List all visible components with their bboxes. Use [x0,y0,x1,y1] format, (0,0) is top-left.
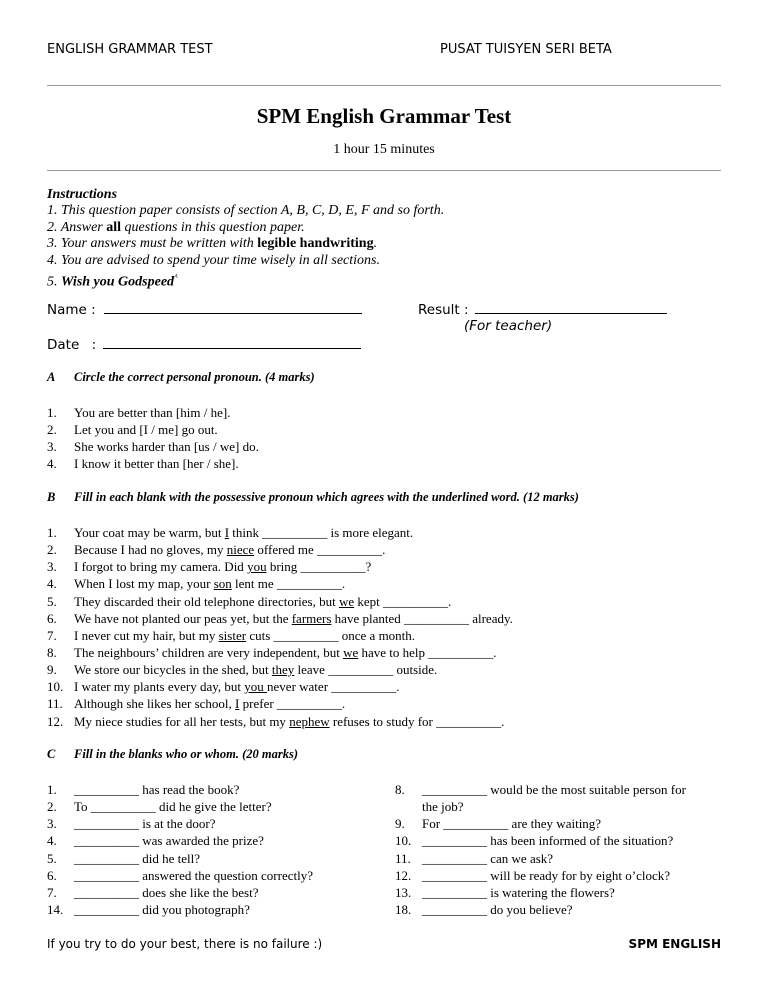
section-b-item [47,541,727,558]
instruction-5-bold: Wish you Godspeed [61,274,175,290]
section-b-item-number: 12. [47,713,64,729]
section-b-item-text [74,713,504,730]
section-c-left-item [47,815,377,832]
section-c-left-item [47,798,377,815]
instruction-2-bold: all [106,219,122,235]
section-c-right-item [395,832,725,849]
instruction-2 [47,220,444,236]
underlined-word: nephew [289,713,330,729]
underlined-word: sister [218,627,247,643]
section-a-item-text: Let you and [I / me] go out. [74,422,218,438]
section-b-item-text-pre: We have not planted our peas yet, but the [74,610,292,626]
section-c-heading [47,747,298,762]
section-b-item-text-pre: The neighbours’ children are very independent, but [74,644,344,660]
section-c-right-item [395,884,725,901]
section-a-item-number: 4. [47,456,57,472]
section-c-left-item-number: 3. [47,816,57,832]
instruction-2-pre: 2. Answer [47,219,107,235]
section-b-item-number: 2. [47,542,57,558]
section-c-right-item [395,815,725,832]
footer-quote: If you try to do your best, there is no failure :) [47,937,323,951]
section-b-item [47,713,727,730]
section-c-right-item-number: 11. [395,850,411,866]
instruction-3 [47,236,444,252]
instructions [47,187,444,291]
section-c-right-item [395,798,725,815]
section-b-item-text-pre: Although she likes her school, [74,696,236,712]
section-c-right-item-number: 9. [395,816,405,832]
date-field[interactable] [47,335,361,353]
instruction-5 [47,269,444,291]
section-c-left-item-number: 7. [47,884,57,900]
section-b-item-number: 1. [47,525,57,540]
section-b-item-number: 9. [47,662,57,678]
section-c-left-item-text: __________ is at the door? [74,816,216,832]
section-b-item-text-post: offered me __________. [254,542,386,558]
date-colon: : [91,337,97,353]
underlined-word: niece [226,542,255,558]
section-b-item-text-post: refuses to study for __________. [329,713,505,729]
section-b-item-text-pre: My niece studies for all her tests, but my [74,713,290,729]
section-b-item-text-post: never water __________. [267,679,400,695]
section-b-item-text-post: think __________ is more elegant. [229,525,414,540]
section-b-item-text [74,575,345,592]
section-c-left-item-text: __________ does she like the best? [74,884,259,900]
section-c-left-item-number: 6. [47,867,57,883]
section-b-item-text-pre: When I lost my map, your [74,576,214,592]
section-b-item-text [74,541,385,558]
section-b-item-text-pre: I forgot to bring my camera. Did [74,559,248,575]
section-b-item [47,678,727,695]
section-b-item-text-post: cuts __________ once a month. [246,627,416,643]
underlined-word: you [244,679,268,695]
section-c-left-item-number: 14. [47,901,64,917]
section-b-letter: B [47,490,56,504]
section-a-item-text: You are better than [him / he]. [74,405,231,420]
section-b-item-number: 6. [47,610,57,626]
section-a-item-number: 1. [47,405,57,420]
section-c-right-item-text: __________ do you believe? [422,901,573,917]
name-line[interactable] [104,300,362,314]
date-label: Date [47,337,80,353]
section-a-title: Circle the correct personal pronoun. (4 marks) [74,370,315,384]
instruction-3-post: . [373,236,378,252]
name-field[interactable] [47,300,362,318]
underlined-word: you [247,559,267,575]
section-c-left-item-number: 1. [47,782,57,797]
section-b-item-text-pre: We store our bicycles in the shed, but [74,662,272,678]
section-c-left-list [47,781,377,918]
section-a-item-text: She works harder than [us / we] do. [74,439,259,455]
section-b-item-text-post: lent me __________. [231,576,346,592]
section-c-right-item-text: __________ is watering the flowers? [422,884,615,900]
section-b-item-text [74,627,415,644]
section-c-left-item-text: __________ answered the question correctly? [74,867,313,883]
section-a-item [47,404,727,421]
section-b-item [47,627,727,644]
section-b-item-text-post: have planted __________ already. [331,610,513,626]
section-c-left-item [47,832,377,849]
section-b-item-text [74,678,400,695]
section-b-item-text [74,593,451,610]
section-b-item-text-post: prefer __________. [239,696,346,712]
section-a-item-number: 3. [47,439,57,455]
section-c-right-item-text: __________ would be the most suitable person for [422,782,686,797]
section-b-item-text-post: bring __________? [266,559,372,575]
section-b-item-number: 5. [47,593,57,609]
section-b-item [47,524,727,541]
section-c-right-item-number: 12. [395,867,412,883]
duration: 1 hour 15 minutes [333,142,435,157]
section-b-item-text [74,644,497,661]
section-c-left-item-number: 4. [47,833,57,849]
section-b-item-text [74,524,413,541]
section-c-title: Fill in the blanks who or whom. (20 marks) [74,747,299,761]
section-c-right-list [395,781,725,918]
section-b-item-text [74,695,345,712]
section-b-item-text-post: have to help __________. [358,644,497,660]
section-b-item-text [74,558,371,575]
section-b-list [47,524,727,730]
header-divider [47,85,721,86]
section-c-right-item [395,781,725,798]
section-b-item [47,610,727,627]
underlined-word: farmers [291,610,332,626]
section-c-left-item [47,850,377,867]
page-title: SPM English Grammar Test [256,104,512,128]
date-line[interactable] [103,335,361,349]
section-b-item-number: 4. [47,576,57,592]
instruction-4: 4. You are advised to spend your time wisely in all sections. [47,252,380,268]
section-b-item-text-pre: They discarded their old telephone directories, but [74,593,339,609]
section-a-item [47,455,727,472]
section-b-item [47,575,727,592]
section-b-item-number: 11. [47,696,63,712]
section-b-item-text-pre: I water my plants every day, but [74,679,245,695]
section-b-heading [47,490,579,505]
title-divider [47,170,721,171]
section-c-right-item-number: 10. [395,833,412,849]
section-c-right-item-text: For __________ are they waiting? [422,816,602,832]
instruction-2-post: questions in this question paper. [121,219,305,235]
section-c-left-item-text: __________ did he tell? [74,850,201,866]
instruction-3-pre: 3. Your answers must be written with [47,236,258,252]
section-c-right-item [395,850,725,867]
section-b-item-number: 10. [47,679,64,695]
section-c-right-item-text: the job? [422,799,464,815]
section-c-left-item [47,867,377,884]
section-b-item-text-post: leave __________ outside. [294,662,438,678]
section-c-right-item-number: 13. [395,884,412,900]
section-c-right-item-number: 8. [395,782,405,797]
section-c-left-item [47,781,377,798]
section-b-item [47,558,727,575]
name-label: Name : [47,302,96,318]
section-b-item-text [74,661,437,678]
section-b-item [47,661,727,678]
section-b-item-text-pre: I never cut my hair, but my [74,627,219,643]
section-c-left-item-text: __________ did you photograph? [74,901,250,917]
section-a-list [47,404,727,473]
section-c-right-item [395,867,725,884]
section-a-item-number: 2. [47,422,57,438]
section-a-letter: A [47,370,56,384]
instruction-3-bold: legible handwriting [257,236,374,252]
underlined-word: they [271,662,295,678]
section-b-item-text-pre: Your coat may be warm, but [74,525,225,540]
underlined-word: I [235,696,240,712]
section-b-title: Fill in each blank with the possessive pronoun which agrees with the underlined word. (12 marks) [74,490,579,504]
section-c-left-item-text: To __________ did he give the letter? [74,799,272,815]
instructions-heading: Instructions [47,187,118,202]
section-b-item-text-post: kept __________. [354,593,452,609]
section-b-item [47,695,727,712]
section-c-right-item-text: __________ has been informed of the situation? [422,833,674,849]
result-note: (For teacher) [464,318,553,334]
section-c-left-item [47,901,377,918]
section-c-left-item-text: __________ was awarded the prize? [74,833,264,849]
result-line[interactable] [475,300,667,314]
underlined-word: we [338,593,355,609]
instruction-1: 1. This question paper consists of section A, B, C, D, E, F and so forth. [47,203,445,219]
section-a-heading [47,370,315,385]
instruction-5-pre: 5. [47,274,61,290]
section-b-item-text-pre: Because I had no gloves, my [74,542,227,558]
section-c-left-item [47,884,377,901]
section-c-right-item [395,901,725,918]
section-b-item [47,644,727,661]
section-a-item [47,421,727,438]
section-c-left-item-text: __________ has read the book? [74,782,240,797]
section-a-item-text: I know it better than [her / she]. [74,456,239,472]
result-field[interactable] [418,300,667,318]
section-c-letter: C [47,747,56,761]
section-b-item-number: 3. [47,559,57,575]
section-c-right-item-number: 18. [395,901,412,917]
section-b-item [47,593,727,610]
section-a-item [47,438,727,455]
section-c-right-item-text: __________ will be ready for by eight o’clock? [422,867,671,883]
underlined-word: son [213,576,232,592]
underlined-word: I [224,525,230,540]
godspeed-symbol: ᴬ [174,272,178,283]
section-b-item-number: 8. [47,644,57,660]
section-c-left-item-number: 2. [47,799,57,815]
footer-brand: SPM ENGLISH [628,937,721,951]
section-c-right-item-text: __________ can we ask? [422,850,554,866]
section-c-left-item-number: 5. [47,850,57,866]
underlined-word: we [343,644,359,660]
header-left: ENGLISH GRAMMAR TEST [47,42,213,57]
section-b-item-number: 7. [47,627,57,643]
result-label: Result : [418,302,469,318]
section-b-item-text [74,610,513,627]
header-right: PUSAT TUISYEN SERI BETA [440,42,612,57]
